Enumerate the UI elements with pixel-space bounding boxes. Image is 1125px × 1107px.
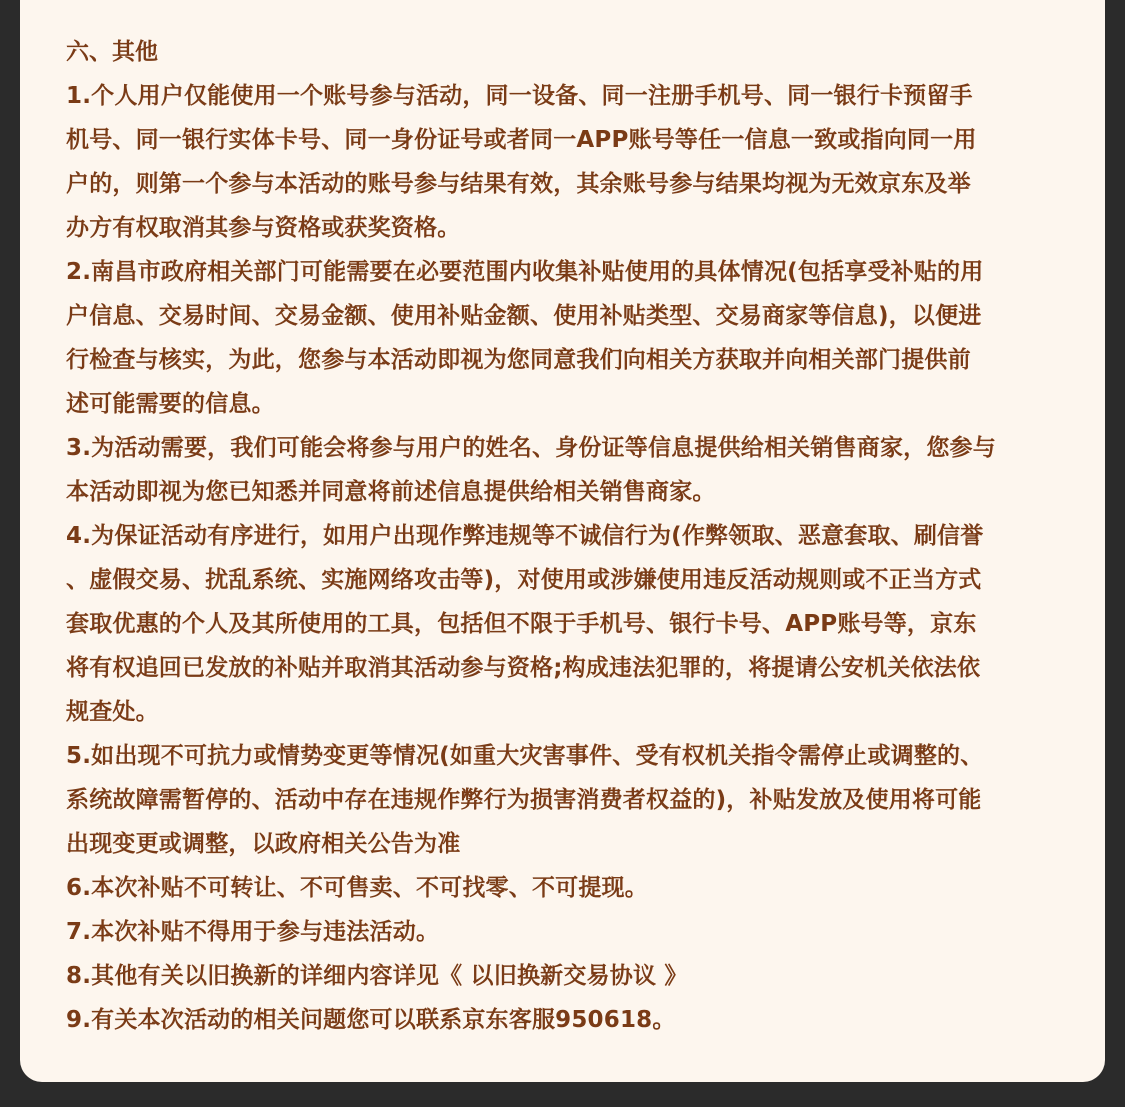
rules-list: [66, 74, 1061, 1042]
rule-line: 9.有关本次活动的相关问题您可以联系京东客服950618。: [66, 1007, 676, 1033]
rule-line: 规查处。: [66, 699, 159, 725]
rule-line: 出现变更或调整，以政府相关公告为准: [66, 831, 461, 857]
rule-item-6: [66, 866, 1061, 910]
rule-line: 6.本次补贴不可转让、不可售卖、不可找零、不可提现。: [66, 875, 648, 901]
rule-line: 8.其他有关以旧换新的详细内容详见《 以旧换新交易协议 》: [66, 963, 688, 989]
rule-line: 1.个人用户仅能使用一个账号参与活动，同一设备、同一注册手机号、同一银行卡预留手: [66, 83, 973, 109]
rule-line: 套取优惠的个人及其所使用的工具，包括但不限于手机号、银行卡号、APP账号等，京东: [66, 611, 977, 637]
rule-item-7: [66, 910, 1061, 954]
rule-line: 本活动即视为您已知悉并同意将前述信息提供给相关销售商家。: [66, 479, 716, 505]
rule-line: 将有权追回已发放的补贴并取消其活动参与资格;构成违法犯罪的，将提请公安机关依法依: [66, 655, 981, 681]
rule-item-5: [66, 734, 1061, 866]
rule-item-4: [66, 514, 1061, 734]
rule-item-9: [66, 998, 1061, 1042]
rule-item-3: [66, 426, 1061, 514]
rule-line: 机号、同一银行实体卡号、同一身份证号或者同一APP账号等任一信息一致或指向同一用: [66, 127, 977, 153]
rule-line: 7.本次补贴不得用于参与违法活动。: [66, 919, 440, 945]
rule-line: 户的，则第一个参与本活动的账号参与结果有效，其余账号参与结果均视为无效京东及举: [66, 171, 971, 197]
rule-line: 2.南昌市政府相关部门可能需要在必要范围内收集补贴使用的具体情况(包括享受补贴的用: [66, 259, 984, 285]
rule-line: 5.如出现不可抗力或情势变更等情况(如重大灾害事件、受有权机关指令需停止或调整的、: [66, 743, 984, 769]
rule-line: 系统故障需暂停的、活动中存在违规作弊行为损害消费者权益的)，补贴发放及使用将可能: [66, 787, 982, 813]
rules-card: [20, 0, 1105, 1082]
section-title: 六、其他: [66, 39, 158, 65]
rule-line: 户信息、交易时间、交易金额、使用补贴金额、使用补贴类型、交易商家等信息)，以便进: [66, 303, 982, 329]
rule-item-1: [66, 74, 1061, 250]
rule-line: 行检查与核实，为此，您参与本活动即视为您同意我们向相关方获取并向相关部门提供前: [66, 347, 971, 373]
rule-item-8: [66, 954, 1061, 998]
rule-line: 3.为活动需要，我们可能会将参与用户的姓名、身份证等信息提供给相关销售商家，您参与: [66, 435, 996, 461]
rule-line: 述可能需要的信息。: [66, 391, 275, 417]
rule-line: 办方有权取消其参与资格或获奖资格。: [66, 215, 461, 241]
rule-item-2: [66, 250, 1061, 426]
rule-line: 4.为保证活动有序进行，如用户出现作弊违规等不诚信行为(作弊领取、恶意套取、刷信誉: [66, 523, 984, 549]
rule-line: 、虚假交易、扰乱系统、实施网络攻击等)，对使用或涉嫌使用违反活动规则或不正当方式: [66, 567, 982, 593]
